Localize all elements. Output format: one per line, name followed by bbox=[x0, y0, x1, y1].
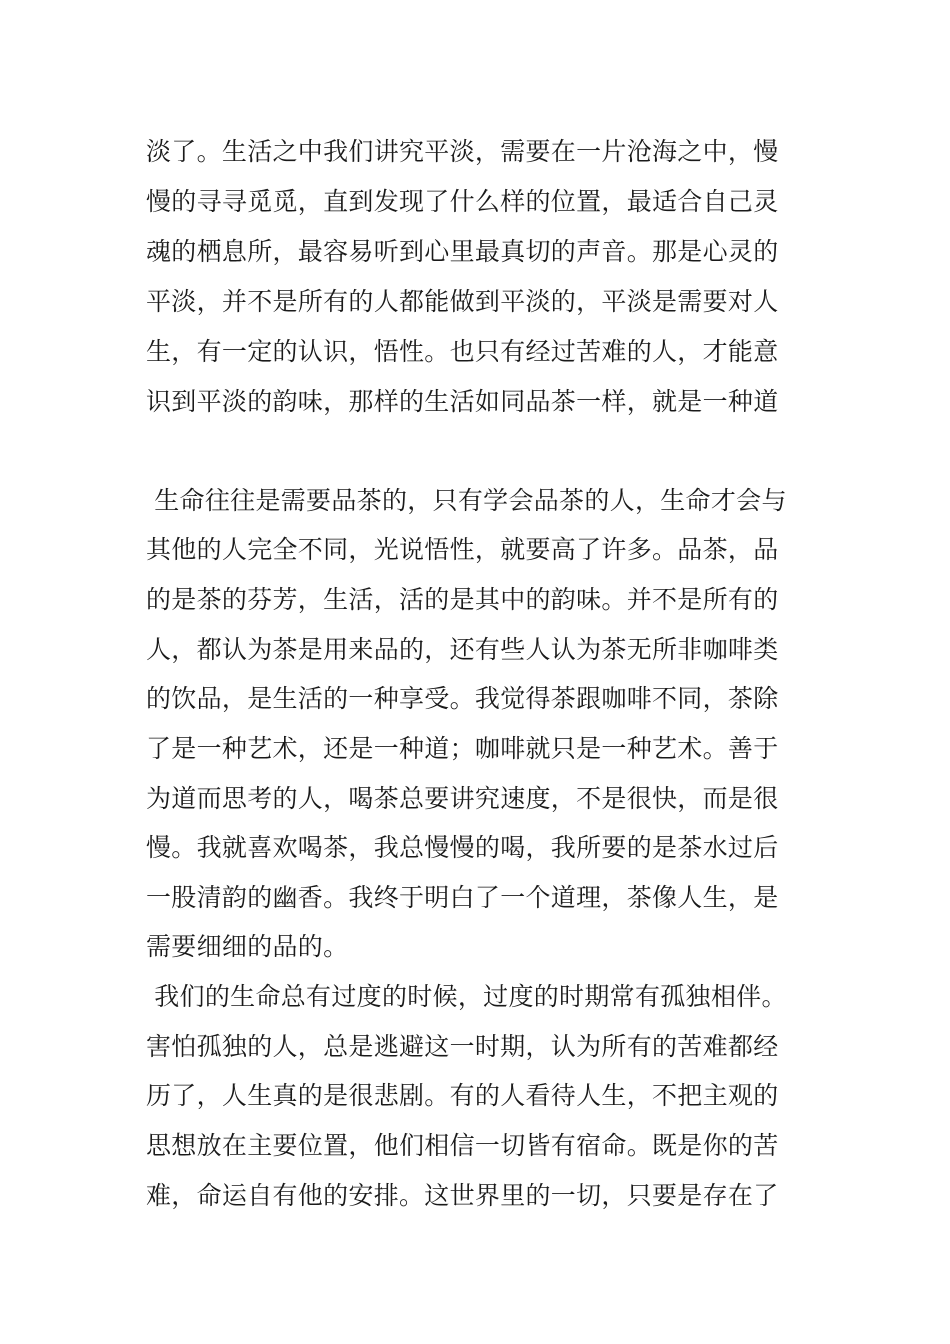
paragraph-3-line-2: 害怕孤独的人，总是逃避这一时期，认为所有的苦难都经 bbox=[146, 1032, 779, 1061]
paragraph-2-line-5: 的饮品，是生活的一种享受。我觉得茶跟咖啡不同，茶除 bbox=[146, 684, 779, 713]
paragraph-3-line-4: 思想放在主要位置，他们相信一切皆有宿命。既是你的苦 bbox=[146, 1131, 779, 1160]
paragraph-2-line-9: 一股清韵的幽香。我终于明白了一个道理，茶像人生，是 bbox=[146, 883, 779, 912]
paragraph-2-line-2: 其他的人完全不同，光说悟性，就要高了许多。品茶，品 bbox=[146, 535, 779, 564]
paragraph-2-line-7: 为道而思考的人，喝茶总要讲究速度，不是很快，而是很 bbox=[146, 784, 779, 813]
paragraph-3-line-5: 难，命运自有他的安排。这世界里的一切，只要是存在了 bbox=[146, 1181, 779, 1210]
paragraph-2-line-10: 需要细细的品的。 bbox=[146, 932, 349, 961]
paragraph-2-line-4: 人，都认为茶是用来品的，还有些人认为茶无所非咖啡类 bbox=[146, 635, 779, 664]
paragraph-2-line-3: 的是茶的芬芳，生活，活的是其中的韵味。并不是所有的 bbox=[146, 585, 779, 614]
paragraph-2-line-1: 生命往往是需要品茶的，只有学会品茶的人，生命才会与 bbox=[146, 486, 787, 515]
paragraph-1-line-3: 魂的栖息所，最容易听到心里最真切的声音。那是心灵的 bbox=[146, 237, 779, 266]
paragraph-1-line-5: 生，有一定的认识，悟性。也只有经过苦难的人，才能意 bbox=[146, 337, 779, 366]
paragraph-1-line-6: 识到平淡的韵味，那样的生活如同品茶一样，就是一种道 bbox=[146, 387, 779, 416]
paragraph-2-line-8: 慢。我就喜欢喝茶，我总慢慢的喝，我所要的是茶水过后 bbox=[146, 833, 779, 862]
paragraph-1-line-2: 慢的寻寻觅觅，直到发现了什么样的位置，最适合自己灵 bbox=[146, 187, 779, 216]
paragraph-1-line-4: 平淡，并不是所有的人都能做到平淡的，平淡是需要对人 bbox=[146, 287, 779, 316]
paragraph-3-line-1: 我们的生命总有过度的时候，过度的时期常有孤独相伴。 bbox=[146, 982, 787, 1011]
paragraph-2-line-6: 了是一种艺术，还是一种道；咖啡就只是一种艺术。善于 bbox=[146, 734, 779, 763]
paragraph-3-line-3: 历了，人生真的是很悲剧。有的人看待人生，不把主观的 bbox=[146, 1081, 779, 1110]
paragraph-1-line-1: 淡了。生活之中我们讲究平淡，需要在一片沧海之中，慢 bbox=[146, 137, 779, 166]
